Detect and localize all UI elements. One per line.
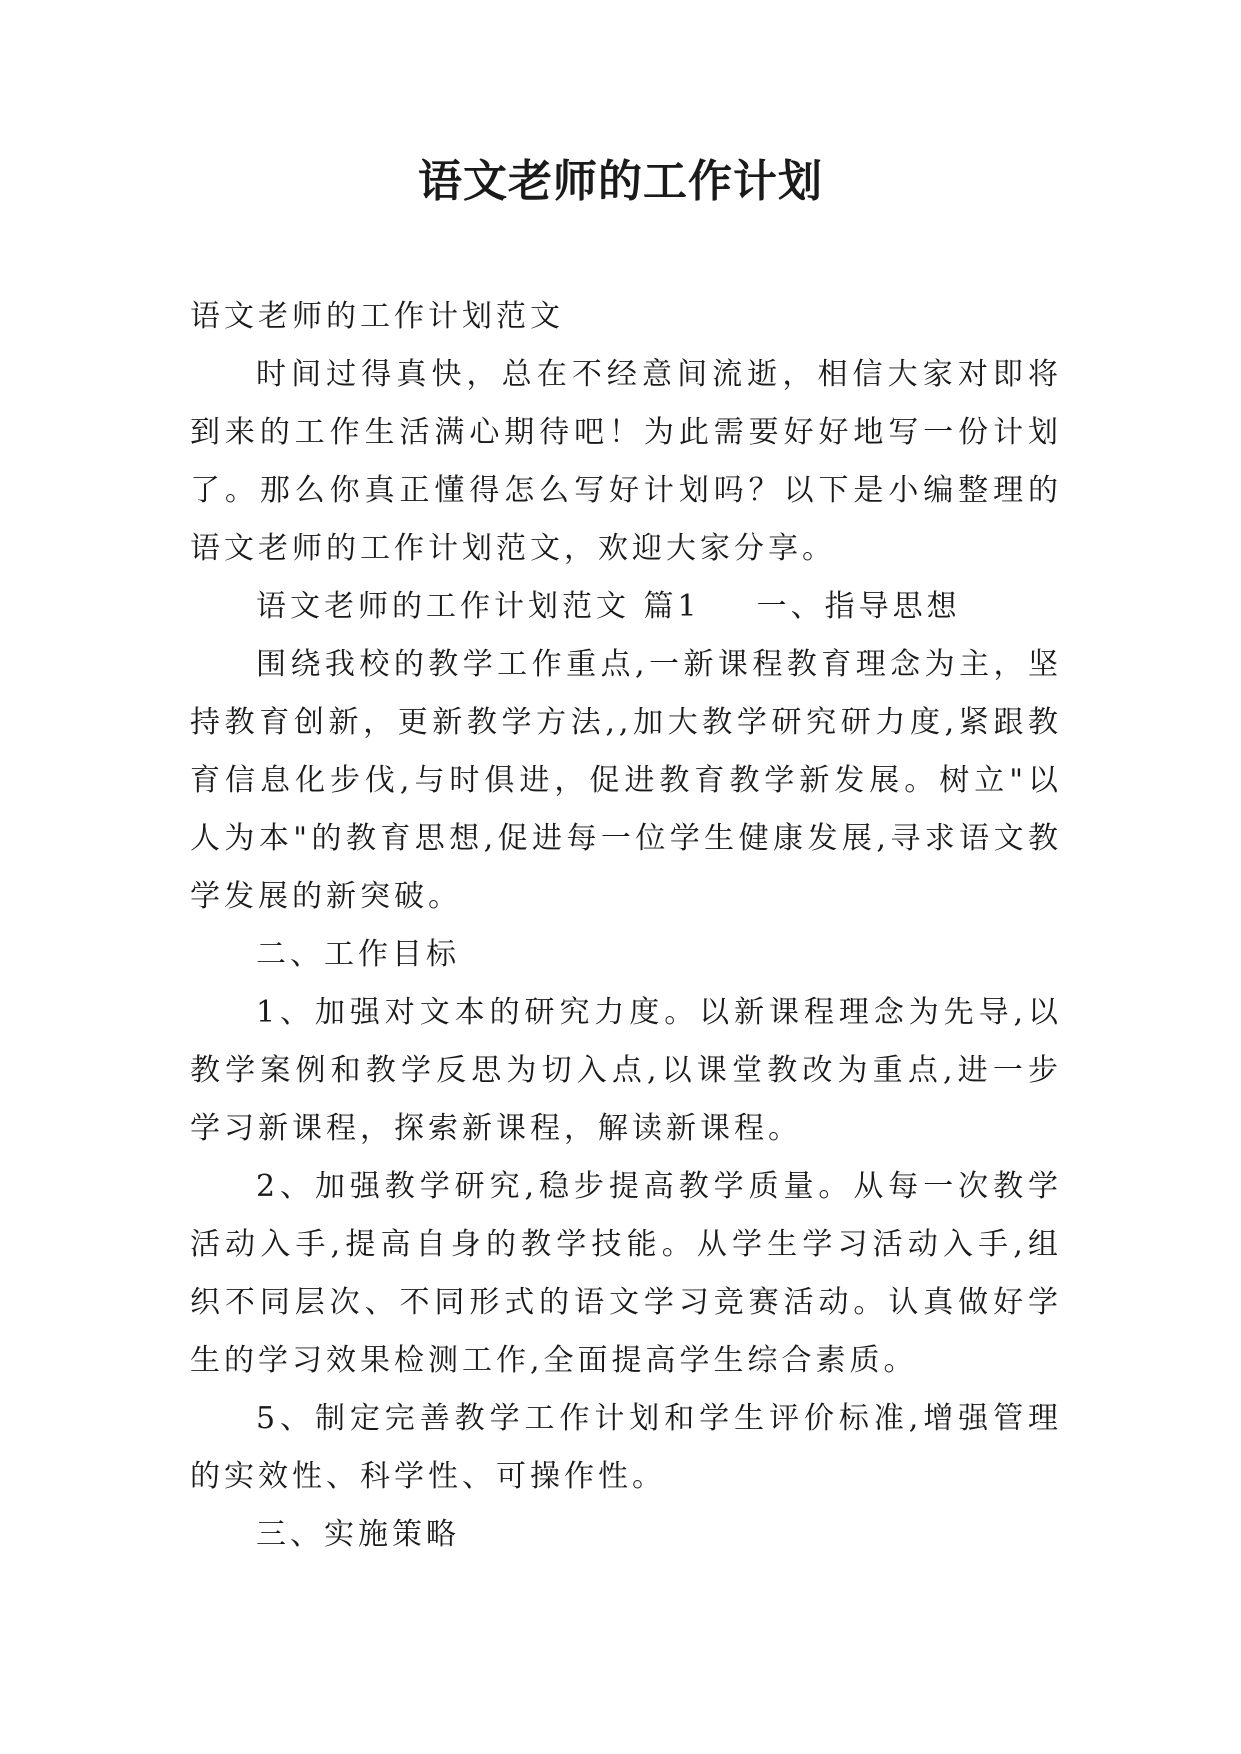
section-part-label: 语文老师的工作计划范文 篇1 (256, 589, 701, 624)
section-heading: 一、指导思想 (756, 589, 961, 624)
goal-item-5: 5、制定完善教学工作计划和学生评价标准,增强管理的实效性、科学性、可操作性。 (190, 1401, 1062, 1494)
goal-item-1: 1、加强对文本的研究力度。以新课程理念为先导,以教学案例和教学反思为切入点,以课堂教改为重点,进一步学习新课程，探索新课程，解读新课程。 (190, 995, 1062, 1146)
section-heading-goals: 二、工作目标 (256, 937, 460, 972)
guiding-ideology-paragraph: 围绕我校的教学工作重点,一新课程教育理念为主，坚持教育创新，更新教学方法,,加大教学研究研力度,紧跟教育信息化步伐,与时俱进，促进教育教学新发展。树立"以人为本"的教育思想,促进每一位学生健康发展,寻求语文教学发展的新突破。 (190, 647, 1062, 914)
document-body (190, 288, 1062, 1564)
section-header-line (190, 578, 1062, 636)
goal-item-2: 2、加强教学研究,稳步提高教学质量。从每一次教学活动入手,提高自身的教学技能。从学生学习活动入手,组织不同层次、不同形式的语文学习竞赛活动。认真做好学生的学习效果检测工作,全面提高学生综合素质。 (190, 1169, 1062, 1378)
document-subtitle: 语文老师的工作计划范文 (190, 299, 564, 334)
document-title: 语文老师的工作计划 (418, 156, 823, 207)
intro-paragraph: 时间过得真快，总在不经意间流逝，相信大家对即将到来的工作生活满心期待吧！为此需要好好地写一份计划了。那么你真正懂得怎么写好计划吗？以下是小编整理的语文老师的工作计划范文，欢迎大家分享。 (190, 357, 1062, 566)
section-heading-strategy: 三、实施策略 (256, 1517, 460, 1552)
